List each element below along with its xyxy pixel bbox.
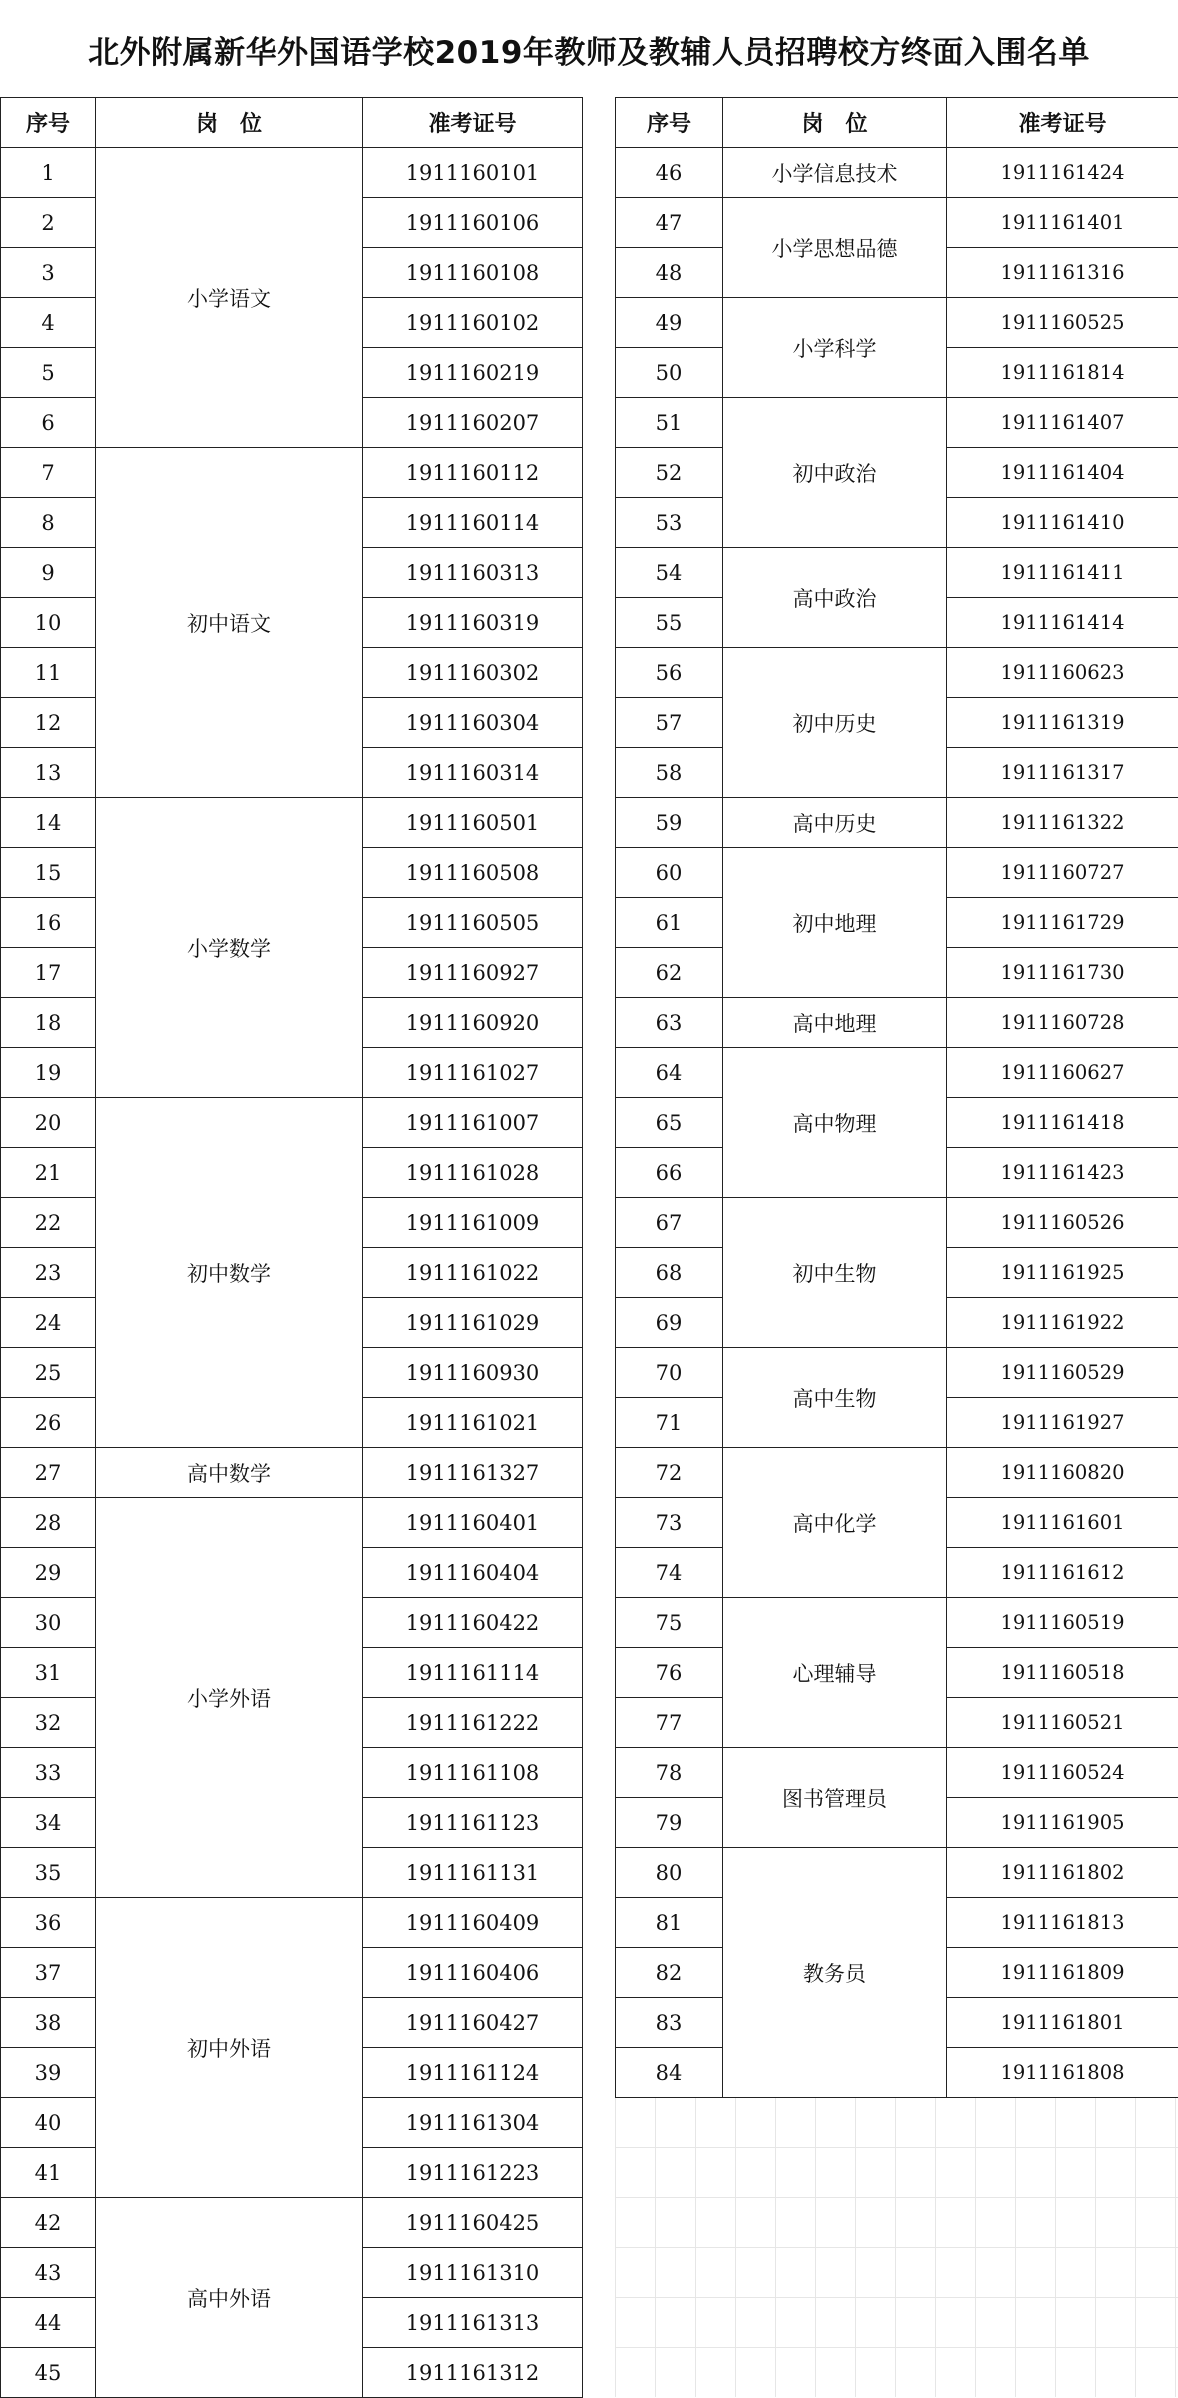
exam-id-cell: 1911161310 bbox=[363, 2248, 583, 2298]
post-cell: 初中生物 bbox=[723, 1198, 947, 1348]
exam-id-cell: 1911161028 bbox=[363, 1148, 583, 1198]
exam-id-cell: 1911161007 bbox=[363, 1098, 583, 1148]
post-cell: 初中历史 bbox=[723, 648, 947, 798]
table-row bbox=[616, 1198, 1178, 1248]
serial-number-cell: 14 bbox=[1, 798, 96, 848]
exam-id-cell: 1911161601 bbox=[947, 1498, 1178, 1548]
exam-id-cell: 1911161414 bbox=[947, 598, 1178, 648]
exam-id-cell: 1911161401 bbox=[947, 198, 1178, 248]
exam-id-cell: 1911161418 bbox=[947, 1098, 1178, 1148]
post-cell: 小学语文 bbox=[96, 148, 363, 448]
table-row bbox=[616, 1348, 1178, 1398]
exam-id-cell: 1911160519 bbox=[947, 1598, 1178, 1648]
exam-id-cell: 1911161313 bbox=[363, 2298, 583, 2348]
serial-number-cell: 36 bbox=[1, 1898, 96, 1948]
serial-number-cell: 24 bbox=[1, 1298, 96, 1348]
exam-id-cell: 1911160623 bbox=[947, 648, 1178, 698]
serial-number-cell: 82 bbox=[616, 1948, 723, 1998]
serial-number-cell: 63 bbox=[616, 998, 723, 1048]
serial-number-cell: 15 bbox=[1, 848, 96, 898]
exam-id-cell: 1911161407 bbox=[947, 398, 1178, 448]
exam-id-cell: 1911160302 bbox=[363, 648, 583, 698]
table-row bbox=[616, 398, 1178, 448]
serial-number-cell: 35 bbox=[1, 1848, 96, 1898]
exam-id-cell: 1911160108 bbox=[363, 248, 583, 298]
serial-number-cell: 22 bbox=[1, 1198, 96, 1248]
post-cell: 小学数学 bbox=[96, 798, 363, 1098]
serial-number-cell: 11 bbox=[1, 648, 96, 698]
serial-number-cell: 23 bbox=[1, 1248, 96, 1298]
serial-number-cell: 81 bbox=[616, 1898, 723, 1948]
exam-id-cell: 1911161108 bbox=[363, 1748, 583, 1798]
serial-number-cell: 48 bbox=[616, 248, 723, 298]
serial-number-cell: 33 bbox=[1, 1748, 96, 1798]
post-cell: 小学信息技术 bbox=[723, 148, 947, 198]
serial-number-cell: 84 bbox=[616, 2048, 723, 2098]
exam-id-cell: 1911160304 bbox=[363, 698, 583, 748]
exam-id-cell: 1911161814 bbox=[947, 348, 1178, 398]
post-cell: 小学科学 bbox=[723, 298, 947, 398]
table-row bbox=[1, 1498, 583, 1548]
exam-id-cell: 1911160314 bbox=[363, 748, 583, 798]
post-cell: 高中化学 bbox=[723, 1448, 947, 1598]
exam-id-cell: 1911160112 bbox=[363, 448, 583, 498]
serial-number-cell: 6 bbox=[1, 398, 96, 448]
serial-number-cell: 50 bbox=[616, 348, 723, 398]
exam-id-cell: 1911161925 bbox=[947, 1248, 1178, 1298]
exam-id-cell: 1911160313 bbox=[363, 548, 583, 598]
exam-id-cell: 1911160521 bbox=[947, 1698, 1178, 1748]
serial-number-cell: 66 bbox=[616, 1148, 723, 1198]
serial-number-cell: 47 bbox=[616, 198, 723, 248]
serial-number-cell: 79 bbox=[616, 1798, 723, 1848]
exam-id-cell: 1911161813 bbox=[947, 1898, 1178, 1948]
table-row bbox=[616, 198, 1178, 248]
serial-number-cell: 30 bbox=[1, 1598, 96, 1648]
serial-number-cell: 7 bbox=[1, 448, 96, 498]
table-row bbox=[616, 1598, 1178, 1648]
serial-number-cell: 75 bbox=[616, 1598, 723, 1648]
serial-number-cell: 34 bbox=[1, 1798, 96, 1848]
serial-number-cell: 78 bbox=[616, 1748, 723, 1798]
exam-id-cell: 1911161123 bbox=[363, 1798, 583, 1848]
post-cell: 高中外语 bbox=[96, 2198, 363, 2398]
post-cell: 高中数学 bbox=[96, 1448, 363, 1498]
serial-number-cell: 60 bbox=[616, 848, 723, 898]
serial-number-cell: 10 bbox=[1, 598, 96, 648]
serial-number-cell: 71 bbox=[616, 1398, 723, 1448]
exam-id-cell: 1911161131 bbox=[363, 1848, 583, 1898]
roster-table-left bbox=[0, 97, 583, 2398]
serial-number-cell: 20 bbox=[1, 1098, 96, 1148]
exam-id-cell: 1911161808 bbox=[947, 2048, 1178, 2098]
table-row bbox=[616, 1848, 1178, 1898]
serial-number-cell: 72 bbox=[616, 1448, 723, 1498]
header-no: 序号 bbox=[616, 98, 723, 148]
post-cell: 初中政治 bbox=[723, 398, 947, 548]
serial-number-cell: 27 bbox=[1, 1448, 96, 1498]
serial-number-cell: 18 bbox=[1, 998, 96, 1048]
exam-id-cell: 1911161424 bbox=[947, 148, 1178, 198]
serial-number-cell: 43 bbox=[1, 2248, 96, 2298]
serial-number-cell: 73 bbox=[616, 1498, 723, 1548]
table-row bbox=[1, 798, 583, 848]
serial-number-cell: 70 bbox=[616, 1348, 723, 1398]
serial-number-cell: 56 bbox=[616, 648, 723, 698]
exam-id-cell: 1911160427 bbox=[363, 1998, 583, 2048]
exam-id-cell: 1911160102 bbox=[363, 298, 583, 348]
exam-id-cell: 1911161927 bbox=[947, 1398, 1178, 1448]
exam-id-cell: 1911161327 bbox=[363, 1448, 583, 1498]
serial-number-cell: 44 bbox=[1, 2298, 96, 2348]
serial-number-cell: 61 bbox=[616, 898, 723, 948]
serial-number-cell: 8 bbox=[1, 498, 96, 548]
table-row bbox=[1, 448, 583, 498]
serial-number-cell: 40 bbox=[1, 2098, 96, 2148]
serial-number-cell: 52 bbox=[616, 448, 723, 498]
serial-number-cell: 4 bbox=[1, 298, 96, 348]
serial-number-cell: 29 bbox=[1, 1548, 96, 1598]
table-row bbox=[1, 1898, 583, 1948]
exam-id-cell: 1911161922 bbox=[947, 1298, 1178, 1348]
serial-number-cell: 64 bbox=[616, 1048, 723, 1098]
serial-number-cell: 5 bbox=[1, 348, 96, 398]
serial-number-cell: 68 bbox=[616, 1248, 723, 1298]
exam-id-cell: 1911160508 bbox=[363, 848, 583, 898]
serial-number-cell: 46 bbox=[616, 148, 723, 198]
post-cell: 小学外语 bbox=[96, 1498, 363, 1898]
serial-number-cell: 28 bbox=[1, 1498, 96, 1548]
exam-id-cell: 1911161905 bbox=[947, 1798, 1178, 1848]
header-row bbox=[1, 98, 583, 148]
serial-number-cell: 32 bbox=[1, 1698, 96, 1748]
exam-id-cell: 1911160409 bbox=[363, 1898, 583, 1948]
serial-number-cell: 74 bbox=[616, 1548, 723, 1598]
post-cell: 高中物理 bbox=[723, 1048, 947, 1198]
serial-number-cell: 77 bbox=[616, 1698, 723, 1748]
exam-id-cell: 1911161802 bbox=[947, 1848, 1178, 1898]
post-cell: 初中数学 bbox=[96, 1098, 363, 1448]
exam-id-cell: 1911161423 bbox=[947, 1148, 1178, 1198]
serial-number-cell: 17 bbox=[1, 948, 96, 998]
exam-id-cell: 1911160727 bbox=[947, 848, 1178, 898]
exam-id-cell: 1911160425 bbox=[363, 2198, 583, 2248]
exam-id-cell: 1911161410 bbox=[947, 498, 1178, 548]
serial-number-cell: 31 bbox=[1, 1648, 96, 1698]
exam-id-cell: 1911160524 bbox=[947, 1748, 1178, 1798]
serial-number-cell: 3 bbox=[1, 248, 96, 298]
exam-id-cell: 1911160207 bbox=[363, 398, 583, 448]
exam-id-cell: 1911161317 bbox=[947, 748, 1178, 798]
serial-number-cell: 26 bbox=[1, 1398, 96, 1448]
roster-table-right bbox=[615, 97, 1178, 2098]
page-title: 北外附属新华外国语学校2019年教师及教辅人员招聘校方终面入围名单 bbox=[0, 0, 1178, 98]
post-cell: 初中外语 bbox=[96, 1898, 363, 2198]
exam-id-cell: 1911160501 bbox=[363, 798, 583, 848]
exam-id-cell: 1911160525 bbox=[947, 298, 1178, 348]
exam-id-cell: 1911160401 bbox=[363, 1498, 583, 1548]
table-row bbox=[616, 298, 1178, 348]
exam-id-cell: 1911161027 bbox=[363, 1048, 583, 1098]
table-row bbox=[1, 1448, 583, 1498]
exam-id-cell: 1911161312 bbox=[363, 2348, 583, 2398]
table-row bbox=[616, 848, 1178, 898]
exam-id-cell: 1911160219 bbox=[363, 348, 583, 398]
serial-number-cell: 12 bbox=[1, 698, 96, 748]
exam-id-cell: 1911160518 bbox=[947, 1648, 1178, 1698]
serial-number-cell: 55 bbox=[616, 598, 723, 648]
serial-number-cell: 45 bbox=[1, 2348, 96, 2398]
exam-id-cell: 1911160927 bbox=[363, 948, 583, 998]
table-row bbox=[616, 798, 1178, 848]
exam-id-cell: 1911161730 bbox=[947, 948, 1178, 998]
serial-number-cell: 41 bbox=[1, 2148, 96, 2198]
post-cell: 小学思想品德 bbox=[723, 198, 947, 298]
empty-sheet-grid bbox=[615, 2097, 1178, 2397]
exam-id-cell: 1911161809 bbox=[947, 1948, 1178, 1998]
exam-id-cell: 1911160820 bbox=[947, 1448, 1178, 1498]
serial-number-cell: 54 bbox=[616, 548, 723, 598]
serial-number-cell: 16 bbox=[1, 898, 96, 948]
exam-id-cell: 1911161114 bbox=[363, 1648, 583, 1698]
table-row bbox=[616, 548, 1178, 598]
header-exam-id: 准考证号 bbox=[947, 98, 1178, 148]
post-cell: 初中语文 bbox=[96, 448, 363, 798]
exam-id-cell: 1911161022 bbox=[363, 1248, 583, 1298]
serial-number-cell: 67 bbox=[616, 1198, 723, 1248]
post-cell: 高中历史 bbox=[723, 798, 947, 848]
post-cell: 图书管理员 bbox=[723, 1748, 947, 1848]
serial-number-cell: 19 bbox=[1, 1048, 96, 1098]
post-cell: 高中地理 bbox=[723, 998, 947, 1048]
exam-id-cell: 1911161801 bbox=[947, 1998, 1178, 2048]
table-row bbox=[1, 1098, 583, 1148]
table-row bbox=[616, 1048, 1178, 1098]
serial-number-cell: 13 bbox=[1, 748, 96, 798]
header-exam-id: 准考证号 bbox=[363, 98, 583, 148]
exam-id-cell: 1911160404 bbox=[363, 1548, 583, 1598]
serial-number-cell: 42 bbox=[1, 2198, 96, 2248]
serial-number-cell: 39 bbox=[1, 2048, 96, 2098]
serial-number-cell: 9 bbox=[1, 548, 96, 598]
exam-id-cell: 1911160101 bbox=[363, 148, 583, 198]
serial-number-cell: 49 bbox=[616, 298, 723, 348]
exam-id-cell: 1911161322 bbox=[947, 798, 1178, 848]
header-post: 岗 位 bbox=[723, 98, 947, 148]
table-row bbox=[1, 2198, 583, 2248]
serial-number-cell: 69 bbox=[616, 1298, 723, 1348]
exam-id-cell: 1911160319 bbox=[363, 598, 583, 648]
serial-number-cell: 2 bbox=[1, 198, 96, 248]
exam-id-cell: 1911160422 bbox=[363, 1598, 583, 1648]
exam-id-cell: 1911161124 bbox=[363, 2048, 583, 2098]
serial-number-cell: 76 bbox=[616, 1648, 723, 1698]
exam-id-cell: 1911160728 bbox=[947, 998, 1178, 1048]
serial-number-cell: 83 bbox=[616, 1998, 723, 2048]
exam-id-cell: 1911161009 bbox=[363, 1198, 583, 1248]
exam-id-cell: 1911161404 bbox=[947, 448, 1178, 498]
exam-id-cell: 1911161729 bbox=[947, 898, 1178, 948]
post-cell: 初中地理 bbox=[723, 848, 947, 998]
table-row bbox=[616, 1748, 1178, 1798]
post-cell: 高中生物 bbox=[723, 1348, 947, 1448]
table-row bbox=[616, 148, 1178, 198]
exam-id-cell: 1911161304 bbox=[363, 2098, 583, 2148]
exam-id-cell: 1911160920 bbox=[363, 998, 583, 1048]
header-post: 岗 位 bbox=[96, 98, 363, 148]
exam-id-cell: 1911160526 bbox=[947, 1198, 1178, 1248]
serial-number-cell: 51 bbox=[616, 398, 723, 448]
exam-id-cell: 1911160106 bbox=[363, 198, 583, 248]
serial-number-cell: 59 bbox=[616, 798, 723, 848]
table-row bbox=[616, 1448, 1178, 1498]
serial-number-cell: 57 bbox=[616, 698, 723, 748]
serial-number-cell: 53 bbox=[616, 498, 723, 548]
exam-id-cell: 1911160529 bbox=[947, 1348, 1178, 1398]
exam-id-cell: 1911161316 bbox=[947, 248, 1178, 298]
serial-number-cell: 38 bbox=[1, 1998, 96, 2048]
serial-number-cell: 62 bbox=[616, 948, 723, 998]
exam-id-cell: 1911160406 bbox=[363, 1948, 583, 1998]
serial-number-cell: 37 bbox=[1, 1948, 96, 1998]
serial-number-cell: 21 bbox=[1, 1148, 96, 1198]
serial-number-cell: 65 bbox=[616, 1098, 723, 1148]
table-row bbox=[1, 148, 583, 198]
serial-number-cell: 58 bbox=[616, 748, 723, 798]
exam-id-cell: 1911160627 bbox=[947, 1048, 1178, 1098]
table-row bbox=[616, 998, 1178, 1048]
exam-id-cell: 1911160114 bbox=[363, 498, 583, 548]
post-cell: 教务员 bbox=[723, 1848, 947, 2098]
exam-id-cell: 1911161223 bbox=[363, 2148, 583, 2198]
serial-number-cell: 25 bbox=[1, 1348, 96, 1398]
table-row bbox=[616, 648, 1178, 698]
exam-id-cell: 1911161411 bbox=[947, 548, 1178, 598]
exam-id-cell: 1911160505 bbox=[363, 898, 583, 948]
post-cell: 高中政治 bbox=[723, 548, 947, 648]
serial-number-cell: 1 bbox=[1, 148, 96, 198]
exam-id-cell: 1911161021 bbox=[363, 1398, 583, 1448]
post-cell: 心理辅导 bbox=[723, 1598, 947, 1748]
header-row bbox=[616, 98, 1178, 148]
exam-id-cell: 1911160930 bbox=[363, 1348, 583, 1398]
serial-number-cell: 80 bbox=[616, 1848, 723, 1898]
exam-id-cell: 1911161319 bbox=[947, 698, 1178, 748]
exam-id-cell: 1911161612 bbox=[947, 1548, 1178, 1598]
exam-id-cell: 1911161222 bbox=[363, 1698, 583, 1748]
exam-id-cell: 1911161029 bbox=[363, 1298, 583, 1348]
header-no: 序号 bbox=[1, 98, 96, 148]
